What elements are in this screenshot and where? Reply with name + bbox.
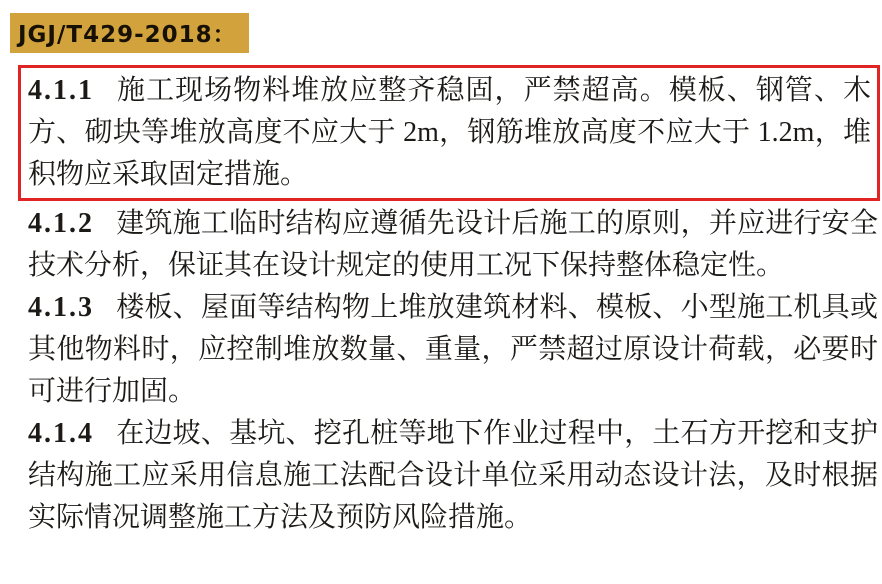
- clause-4-1-1: [28, 70, 871, 196]
- clause-number: 4.1.2: [28, 208, 94, 239]
- clause-text: 楼板、屋面等结构物上堆放建筑材料、模板、小型施工机具或其他物料时，应控制堆放数量、重量，严禁超过原设计荷载，必要时可进行加固。: [28, 292, 878, 407]
- clause-4-1-4: [28, 413, 878, 539]
- clause-4-1-2: [28, 203, 878, 287]
- clause-number: 4.1.3: [28, 292, 94, 323]
- clause-text: 建筑施工临时结构应遵循先设计后施工的原则，并应进行安全技术分析，保证其在设计规定的使用工况下保持整体稳定性。: [28, 208, 878, 281]
- standard-code-title: JGJ/T429-2018：: [10, 13, 249, 53]
- clause-4-1-3: [28, 287, 878, 413]
- highlighted-clause-box: [18, 65, 880, 201]
- clause-text: 施工现场物料堆放应整齐稳固，严禁超高。模板、钢管、木方、砌块等堆放高度不应大于 2m，钢筋堆放高度不应大于 1.2m，堆积物应采取固定措施。: [28, 75, 871, 190]
- clause-number: 4.1.4: [28, 418, 94, 449]
- document-body: [28, 65, 878, 539]
- clause-text: 在边坡、基坑、挖孔桩等地下作业过程中，土石方开挖和支护结构施工应采用信息施工法配合设计单位采用动态设计法，及时根据实际情况调整施工方法及预防风险措施。: [28, 418, 878, 533]
- clause-number: 4.1.1: [28, 75, 94, 106]
